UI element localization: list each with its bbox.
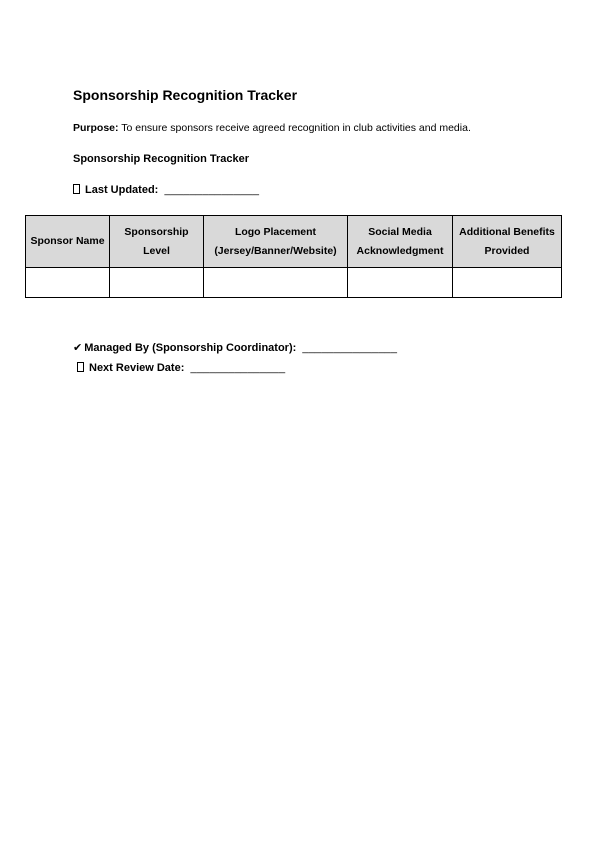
column-header-social-media: Social Media Acknowledgment — [348, 216, 453, 268]
checkmark-icon: ✔ — [73, 342, 83, 354]
document-title: Sponsorship Recognition Tracker — [73, 87, 298, 103]
table-cell-social-media[interactable] — [348, 268, 453, 298]
table-cell-sponsor-name[interactable] — [26, 268, 110, 298]
column-header-logo-placement: Logo Placement (Jersey/Banner/Website) — [204, 216, 348, 268]
last-updated-label: Last Updated: — [85, 184, 159, 196]
sponsorship-tracker-table — [25, 215, 562, 298]
table-cell-sponsorship-level[interactable] — [110, 268, 204, 298]
column-header-sponsor-name: Sponsor Name — [26, 216, 110, 268]
managed-by-blank: _______________ — [302, 342, 398, 354]
next-review-date-blank: _______________ — [190, 362, 286, 374]
last-updated-field — [73, 183, 259, 197]
next-review-date-field — [77, 361, 285, 375]
table-row — [26, 268, 562, 298]
checkbox-glyph-icon — [73, 184, 80, 194]
table-header-row — [26, 216, 562, 268]
section-subheading: Sponsorship Recognition Tracker — [73, 153, 250, 165]
purpose-statement — [73, 121, 471, 135]
managed-by-label: Managed By (Sponsorship Coordinator): — [84, 342, 297, 354]
table-cell-additional-benefits[interactable] — [453, 268, 562, 298]
purpose-label: Purpose: — [73, 122, 119, 134]
last-updated-blank: _______________ — [164, 184, 260, 196]
purpose-text: To ensure sponsors receive agreed recognition in club activities and media. — [118, 122, 471, 134]
table-cell-logo-placement[interactable] — [204, 268, 348, 298]
column-header-sponsorship-level: Sponsorship Level — [110, 216, 204, 268]
managed-by-field — [73, 341, 397, 355]
next-review-date-label: Next Review Date: — [89, 362, 185, 374]
column-header-additional-benefits: Additional Benefits Provided — [453, 216, 562, 268]
checkbox-glyph-icon — [77, 362, 84, 372]
